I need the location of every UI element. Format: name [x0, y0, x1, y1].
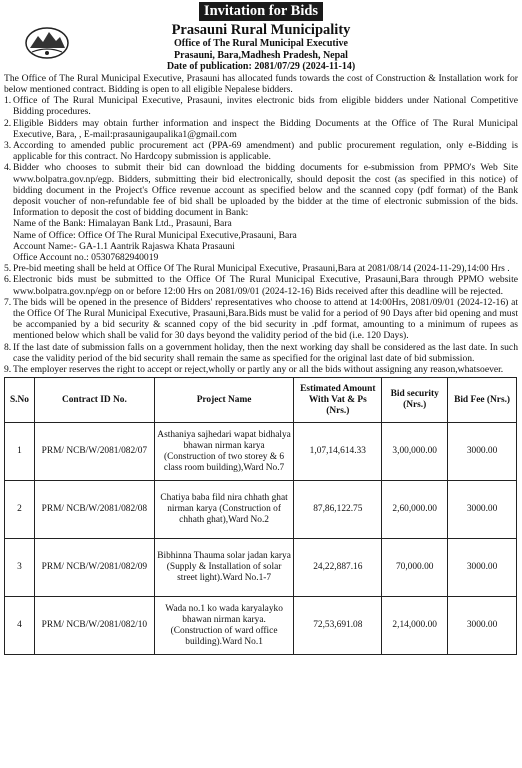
table-cell: Bibhinna Thauma solar jadan karya (Supply & Installation of solar street light).Ward No.1-7 [154, 539, 294, 597]
column-header: S.No [5, 378, 35, 423]
table-cell: 3000.00 [448, 539, 517, 597]
publication-date: Date of publication: 2081/07/29 (2024-11-14) [166, 61, 356, 73]
table-cell: 3000.00 [448, 481, 517, 539]
table-cell: Wada no.1 ko wada karyalayko bhawan nirman karya. (Construction of ward office building).Ward No.1 [154, 597, 294, 655]
table-cell: 72,53,691.08 [294, 597, 382, 655]
column-header: Project Name [154, 378, 294, 423]
list-item: 9. The employer reserves the right to accept or reject,wholly or partly any or all the bids without assigning any reason,whatsoever. [4, 364, 504, 376]
municipality-title: Prasauni Rural Municipality [171, 22, 351, 38]
invitation-banner: Invitation for Bids [199, 2, 323, 21]
table-cell: 1 [5, 423, 35, 481]
column-header: Bid Fee (Nrs.) [448, 378, 517, 423]
notice-body [4, 73, 518, 375]
table-cell: PRM/ NCB/W/2081/082/08 [34, 481, 154, 539]
table-cell: Chatiya baba fild nira chhath ghat nirman karya (Construction of chhath ghat),Ward No.2 [154, 481, 294, 539]
list-item: 6. Electronic bids must be submitted to the Office Of The Rural Municipal Executive, Prasauni,Bara through PPMO website www.bolpatra.gov.np/egp on or before 12:00 Hrs on 2081/09/01 (2024-12-16) Bids received after this deadline will be rejected. [4, 274, 518, 297]
header [4, 22, 518, 73]
table-cell: 87,86,122.75 [294, 481, 382, 539]
table-cell: 24,22,887.16 [294, 539, 382, 597]
table-cell: 3000.00 [448, 423, 517, 481]
list-item: 5. Pre-bid meeting shall be held at Office Of The Rural Municipal Executive, Prasauni,Bara at 2081/08/14 (2024-11-29),14:00 Hrs . [4, 263, 510, 275]
table-cell: PRM/ NCB/W/2081/082/10 [34, 597, 154, 655]
office-address: Prasauni, Bara,Madhesh Pradesh, Nepal [174, 49, 348, 61]
list-item: 2. Eligible Bidders may obtain further information and inspect the Bidding Documents at the Office of The Rural Municipal Executive, Bara, , E-mail:prasaunigaupalika1@gmail.com [4, 117, 518, 140]
bank-office: Name of Office: Office Of The Rural Municipal Executive,Prasauni, Bara [13, 229, 297, 241]
column-header: Bid security (Nrs.) [382, 378, 448, 423]
table-cell: 2,14,000.00 [382, 597, 448, 655]
bank-account-name: Account Name:- GA-1.1 Aantrik Rajaswa Khata Prasauni [13, 240, 235, 252]
table-row [5, 423, 517, 481]
table-cell: 2 [5, 481, 35, 539]
table-cell: 2,60,000.00 [382, 481, 448, 539]
list-item: 4. Bidder who chooses to submit their bid can download the bidding documents for e-submission from PPMO's Web Site www.bolpatra.gov.np/egp. Bidders, submitting their bid electronically, should deposit the cost (as specified in this notice) of bidding document in the Project's Office revenue account as specified below and the scanned copy (pdf format) of the Bank deposit voucher of non-refundable fee of bid shall be uploaded by the bidder at the time of electronic submission of the bids. Information to deposit the cost of bidding document in Bank: Name of the Bank: Himalayan Bank Ltd., Prasauni, Bara Name of Office: Office Of The Rural Municipal Executive,Prasauni, Bara Account Name:- GA-1.1 Aantrik Rajaswa Khata Prasauni Office Account no.: 05307682940019 [4, 162, 518, 264]
list-item: 1. Office of The Rural Municipal Executive, Prasauni, invites electronic bids from eligible bidders under National Competitive Bidding procedures. [4, 95, 518, 118]
table-cell: 3 [5, 539, 35, 597]
table-cell: PRM/ NCB/W/2081/082/09 [34, 539, 154, 597]
column-header: Contract ID No. [34, 378, 154, 423]
conditions-list [4, 95, 518, 375]
bank-name: Name of the Bank: Himalayan Bank Ltd., Prasauni, Bara [13, 218, 232, 230]
table-cell: 3,00,000.00 [382, 423, 448, 481]
table-row [5, 481, 517, 539]
list-item: 7. The bids will be opened in the presence of Bidders' representatives who choose to attend at 14:00Hrs, 2081/09/01 (2024-12-16) at the Office Of The Rural Municipal Executive, Prasauni,Bara.Bids must be valid for a period of 90 Days after bid opening and must be accompanied by a bid security & scanned copy of the bid security in .pdf format, amounting to a minimum of rupees as mentioned below which shall be valid for 30 days beyond the validity period of the bid (i.e. 120 Days). [4, 296, 518, 342]
table-cell: 1,07,14,614.33 [294, 423, 382, 481]
table-header-row [5, 378, 517, 423]
intro-paragraph: The Office of The Rural Municipal Executive, Prasauni has allocated funds towards the cost of Construction & Installation work for below mentioned contract. Bidding is open to all eligible Nepalese bidders. [4, 72, 518, 95]
table-row [5, 539, 517, 597]
column-header: Estimated Amount With Vat & Ps (Nrs.) [294, 378, 382, 423]
bank-details [13, 218, 518, 263]
table-cell: 4 [5, 597, 35, 655]
contracts-table [4, 377, 517, 655]
bank-account-number: Office Account no.: 05307682940019 [13, 252, 159, 264]
table-cell: 3000.00 [448, 597, 517, 655]
municipality-emblem-icon [24, 26, 70, 60]
table-row [5, 597, 517, 655]
list-item: 8. If the last date of submission falls on a government holiday, then the next working day shall be considered as the last date. In such case the validity period of the bid security shall remain the same as specified for the original last date of bid submission. [4, 341, 518, 364]
table-cell: PRM/ NCB/W/2081/082/07 [34, 423, 154, 481]
table-cell: 70,000.00 [382, 539, 448, 597]
table-cell: Asthaniya sajhedari wapat bidhalya bhawan nirman karya (Construction of two storey & 6 class room building),Ward No.7 [154, 423, 294, 481]
list-item: 3. According to amended public procurement act (PPA-69 amendment) and public procurement regulation, only e-Bidding is applicable for this contract. No Hardcopy submission is applicable. [4, 140, 518, 163]
notice-page [0, 2, 522, 768]
office-name: Office of The Rural Municipal Executive [174, 38, 348, 49]
